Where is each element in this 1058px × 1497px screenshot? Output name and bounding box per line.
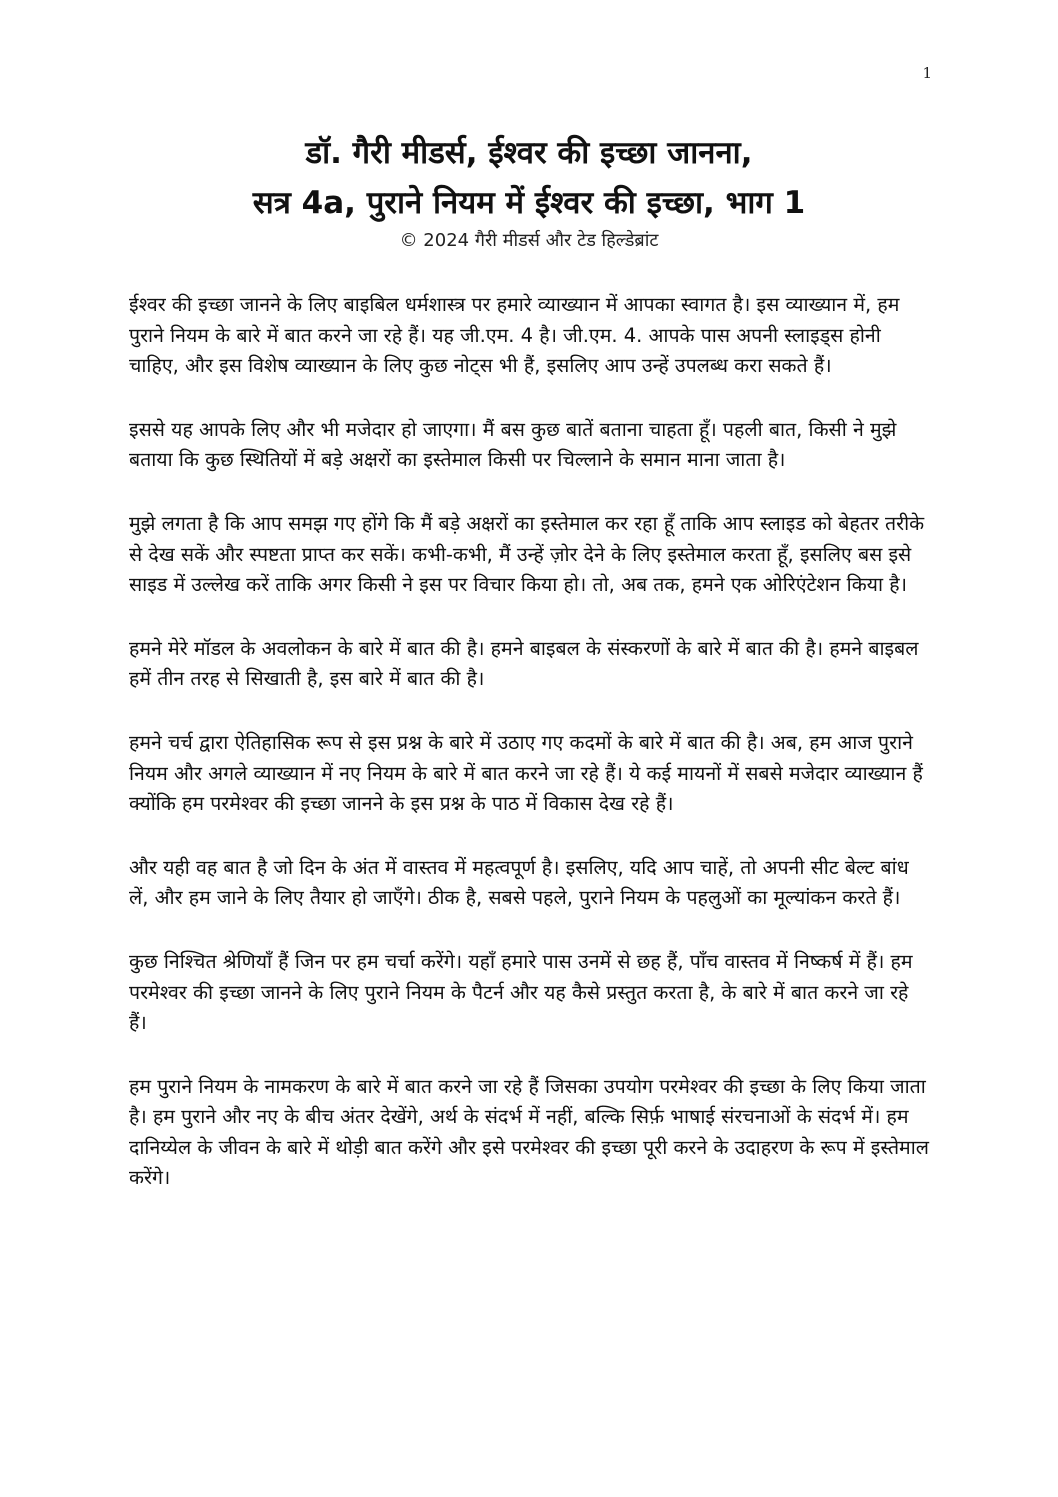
document-title-line-2: सत्र 4a, पुराने नियम में ईश्वर की इच्छा, भाग 1: [252, 185, 806, 221]
copyright-notice: © 2024 गैरी मीडर्स और टेड हिल्डेब्रांट: [399, 230, 659, 251]
paragraph-1: ईश्वर की इच्छा जानने के लिए बाइबिल धर्मशास्त्र पर हमारे व्याख्यान में आपका स्वागत है। इस व्याख्यान में, हम पुराने नियम के बारे में बात करने जा रहे हैं। यह जी.एम. 4 है। जी.एम. 4. आपके पास अपनी स्लाइड्स होनी चाहिए, और इस विशेष व्याख्यान के लिए कुछ नोट्स भी हैं, इसलिए आप उन्हें उपलब्ध करा सकते हैं।: [129, 293, 900, 378]
paragraph-2: इससे यह आपके लिए और भी मजेदार हो जाएगा। मैं बस कुछ बातें बताना चाहता हूँ। पहली बात, किसी ने मुझे बताया कि कुछ स्थितियों में बड़े अक्षरों का इस्तेमाल किसी पर चिल्लाने के समान माना जाता है।: [129, 417, 897, 472]
paragraph-3: मुझे लगता है कि आप समझ गए होंगे कि मैं बड़े अक्षरों का इस्तेमाल कर रहा हूँ ताकि आप स्लाइड को बेहतर तरीके से देख सकें और स्पष्टता प्राप्त कर सकें। कभी-कभी, मैं उन्हें ज़ोर देने के लिए इस्तेमाल करता हूँ, इसलिए बस इसे साइड में उल्लेख करें ताकि अगर किसी ने इस पर विचार किया हो। तो, अब तक, हमने एक ओरिएंटेशन किया है।: [129, 511, 925, 597]
document-body: [129, 290, 929, 1227]
paragraph-7: कुछ निश्चित श्रेणियाँ हैं जिन पर हम चर्चा करेंगे। यहाँ हमारे पास उनमें से छह हैं, पाँच वास्तव में निष्कर्ष में हैं। हम परमेश्वर की इच्छा जानने के लिए पुराने नियम के पैटर्न और यह कैसे प्रस्तुत करता है, के बारे में बात करने जा रहे हैं।: [129, 949, 913, 1035]
title-block: [0, 128, 1058, 256]
paragraph-6: और यही वह बात है जो दिन के अंत में वास्तव में महत्वपूर्ण है। इसलिए, यदि आप चाहें, तो अपनी सीट बेल्ट बांध लें, और हम जाने के लिए तैयार हो जाएँगे। ठीक है, सबसे पहले, पुराने नियम के पहलुओं का मूल्यांकन करते हैं।: [129, 855, 909, 910]
page-number: 1: [922, 64, 932, 82]
paragraph-4: हमने मेरे मॉडल के अवलोकन के बारे में बात की है। हमने बाइबल के संस्करणों के बारे में बात की है। हमने बाइबल हमें तीन तरह से सिखाती है, इस बारे में बात की है।: [129, 636, 919, 691]
paragraph-8: हम पुराने नियम के नामकरण के बारे में बात करने जा रहे हैं जिसका उपयोग परमेश्वर की इच्छा के लिए किया जाता है। हम पुराने और नए के बीच अंतर देखेंगे, अर्थ के संदर्भ में नहीं, बल्कि सिर्फ़ भाषाई संरचनाओं के संदर्भ में। हम दानिय्येल के जीवन के बारे में थोड़ी बात करेंगे और इसे परमेश्वर की इच्छा पूरी करने के उदाहरण के रूप में इस्तेमाल करेंगे।: [129, 1074, 929, 1190]
paragraph-5: हमने चर्च द्वारा ऐतिहासिक रूप से इस प्रश्न के बारे में उठाए गए कदमों के बारे में बात की है। अब, हम आज पुराने नियम और अगले व्याख्यान में नए नियम के बारे में बात करने जा रहे हैं। ये कई मायनों में सबसे मजेदार व्याख्यान हैं क्योंकि हम परमेश्वर की इच्छा जानने के इस प्रश्न के पाठ में विकास देख रहे हैं।: [129, 730, 923, 816]
document-title-line-1: डॉ. गैरी मीडर्स, ईश्वर की इच्छा जानना,: [305, 135, 753, 171]
